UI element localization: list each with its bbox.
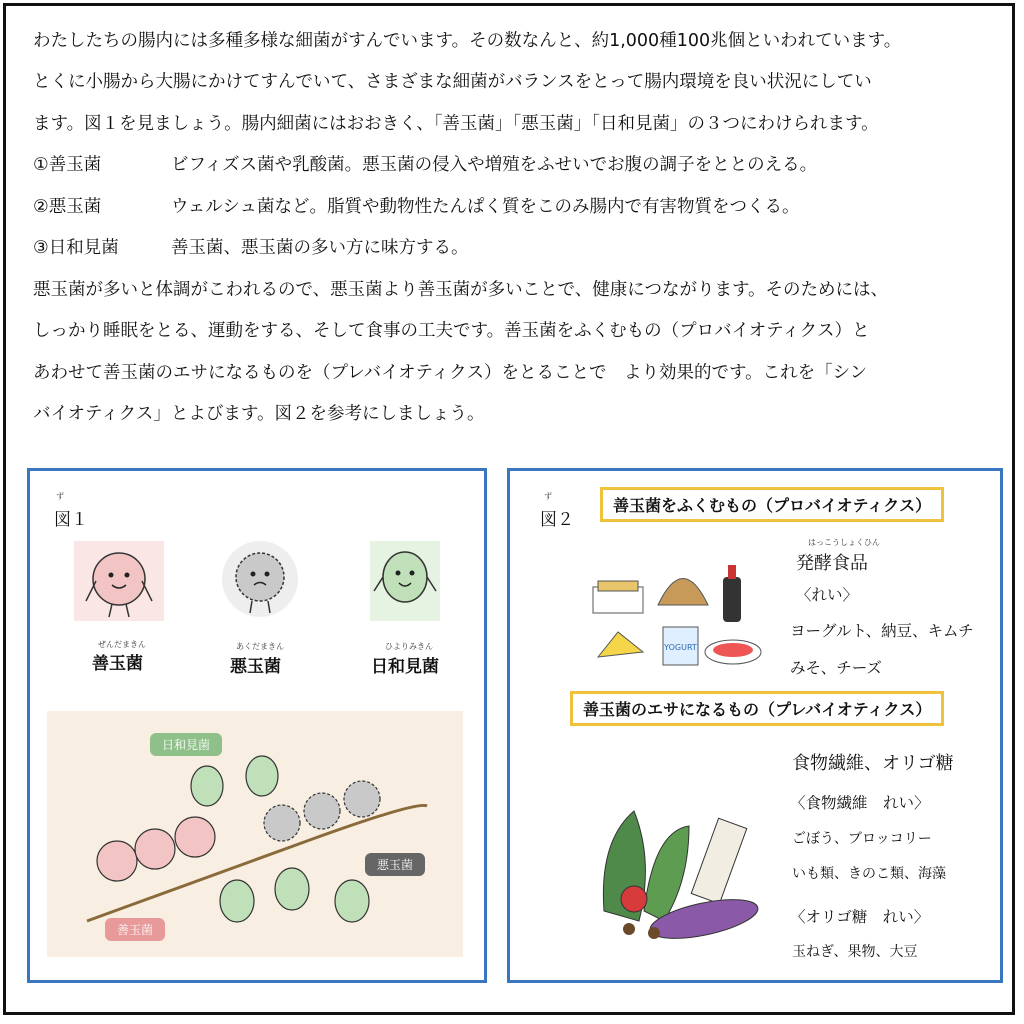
type-name: ①善玉菌 [33, 155, 102, 175]
intro-line: とくに小腸から大腸にかけてすんでいて、さまざまな細菌がバランスをとって腸内環境を良い状況にしてい [33, 72, 872, 92]
figure-2-label: 図２ [540, 510, 574, 530]
char-ruby: ひよりみきん [385, 642, 433, 651]
outro-line: バイオティクス」とよびます。図２を参考にしましょう。 [33, 404, 485, 424]
type-row [33, 224, 1008, 266]
char-ruby: あくだまきん [236, 642, 284, 651]
probiotics-heading: 発酵食品 [796, 553, 868, 574]
prebiotics-examples: いも類、きのこ類、海藻 [792, 866, 946, 882]
type-name: ③日和見菌 [33, 238, 119, 258]
type-desc: ウェルシュ菌など。脂質や動物性たんぱく質をこのみ腸内で有害物質をつくる。 [171, 196, 800, 217]
figure-1-label: 図１ [54, 510, 88, 530]
figure-2-panel [507, 468, 1003, 983]
figure-2-ruby: ず [544, 492, 552, 501]
type-row [33, 141, 1008, 183]
scene-label-zendama: 善玉菌 [105, 918, 165, 941]
fiber-foods-illustration [594, 801, 774, 946]
intro-line: ます。図１を見ましょう。腸内細菌にはおおきく、「善玉菌」「悪玉菌」「日和見菌」の３つにわけられます。 [33, 113, 879, 134]
figure-1-panel [27, 468, 487, 983]
akudama-character-icon [220, 539, 300, 619]
zendama-character-icon [74, 541, 164, 621]
outro-line: あわせて善玉菌のエサになるものを（プレバイオティクス）をとることで より効果的です。これを「シン [33, 362, 868, 383]
type-row [33, 182, 1008, 224]
char-name-hiyorimi: 日和見菌 [371, 657, 439, 677]
prebiotics-rei-fiber: 〈食物繊維 れい〉 [790, 794, 930, 812]
worksheet-page [3, 3, 1015, 1015]
prebiotics-rei-oligo: 〈オリゴ糖 れい〉 [790, 908, 930, 926]
type-desc: 善玉菌、悪玉菌の多い方に味方する。 [171, 238, 469, 258]
prebiotics-examples: ごぼう、ブロッコリー [792, 831, 932, 847]
char-name-zendama: 善玉菌 [92, 654, 143, 674]
intro-line: わたしたちの腸内には多種多様な細菌がすんでいます。その数なんと、約1,000種100兆個といわれています。 [33, 30, 902, 51]
probiotics-examples: ヨーグルト、納豆、キムチ [790, 622, 974, 640]
prebiotics-heading: 食物繊維、オリゴ糖 [792, 753, 954, 774]
type-desc: ビフィズス菌や乳酸菌。悪玉菌の侵入や増殖をふせいでお腹の調子をととのえる。 [171, 155, 818, 175]
probiotics-rei: 〈れい〉 [796, 586, 859, 604]
heading-ruby: はっこうしょくひん [808, 538, 880, 547]
figure-1-ruby: ず [56, 492, 64, 501]
prebiotics-title: 善玉菌のエサになるもの（プレバイオティクス） [570, 691, 944, 726]
yogurt-label: YOGURT [664, 643, 697, 652]
scene-label-hiyorimi: 日和見菌 [150, 733, 222, 756]
type-name: ②悪玉菌 [33, 196, 102, 217]
probiotics-title: 善玉菌をふくむもの（プロバイオティクス） [600, 487, 944, 522]
prebiotics-examples: 玉ねぎ、果物、大豆 [792, 944, 918, 960]
fermented-foods-illustration [588, 557, 763, 667]
outro-line: 悪玉菌が多いと体調がこわれるので、悪玉菌より善玉菌が多いことで、健康につながります。そのためには、 [33, 279, 889, 300]
hiyorimi-character-icon [370, 541, 440, 621]
scene-label-akudama: 悪玉菌 [365, 853, 425, 876]
char-name-akudama: 悪玉菌 [230, 657, 281, 677]
outro-line: しっかり睡眠をとる、運動をする、そして食事の工夫です。善玉菌をふくむもの（プロバイオティクス）と [33, 321, 870, 341]
intro-text [33, 16, 1008, 431]
char-ruby: ぜんだまきん [98, 640, 146, 649]
probiotics-examples: みそ、チーズ [790, 659, 882, 677]
